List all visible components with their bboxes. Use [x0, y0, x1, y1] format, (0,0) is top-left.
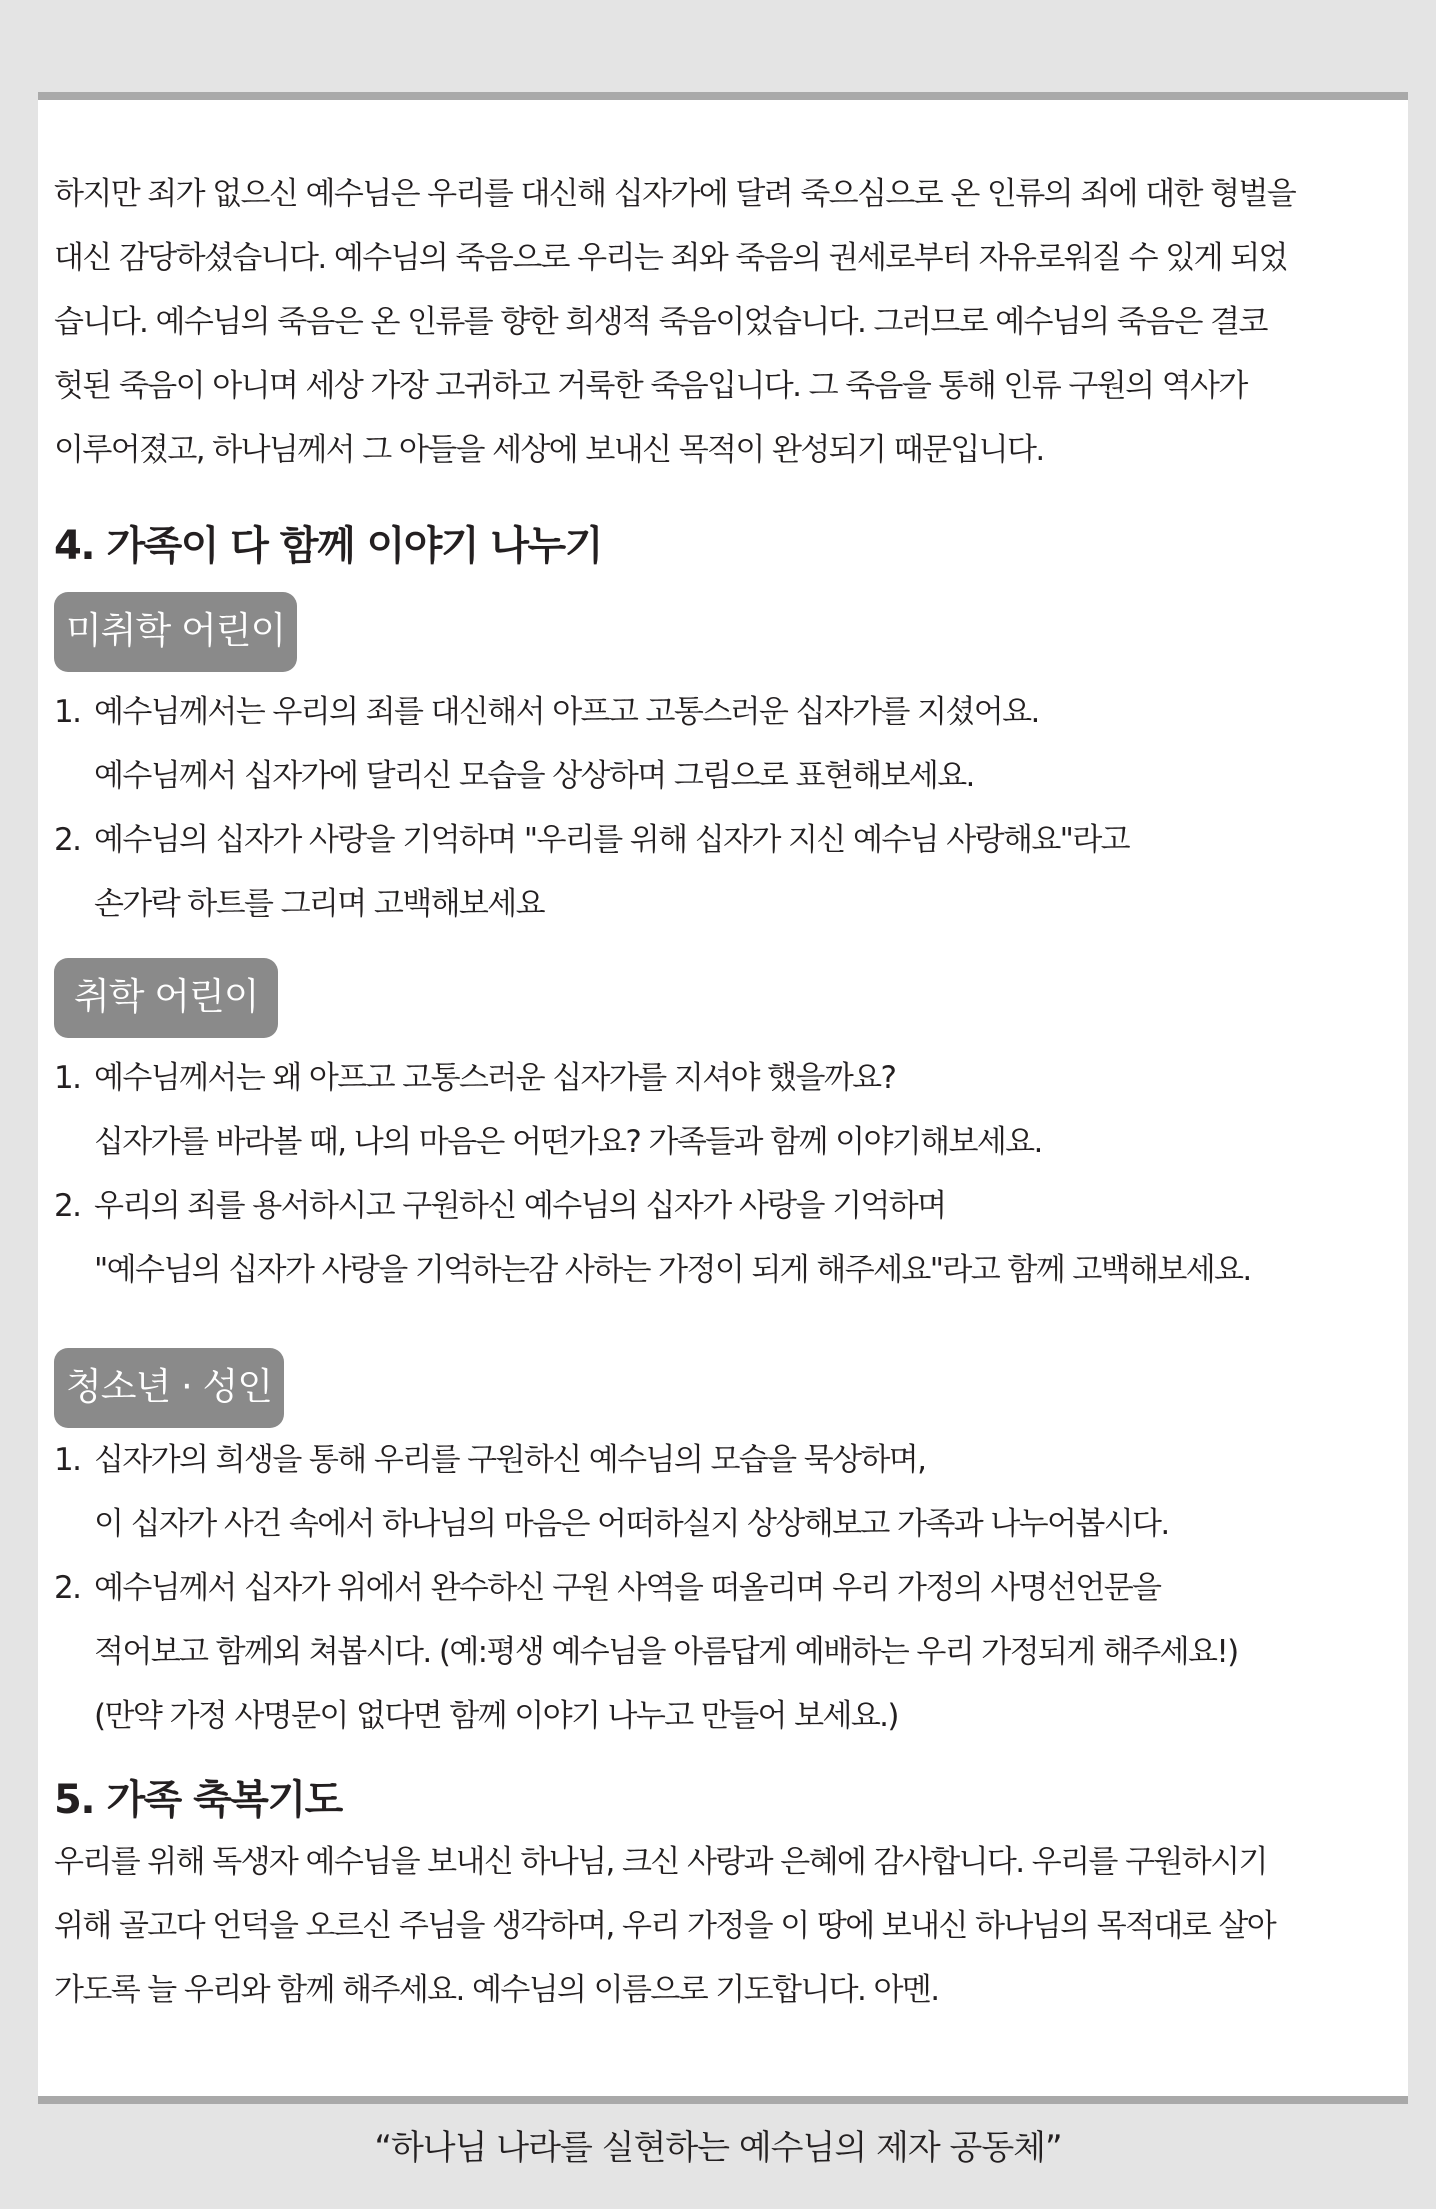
intro-paragraph — [54, 162, 1394, 482]
question-list — [54, 1428, 1394, 1748]
item-number: 1. — [54, 694, 81, 730]
list-item — [54, 1428, 1394, 1492]
item-line: "예수님의 십자가 사랑을 기억하는감 사하는 가정이 되게 해주세요"라고 함께 고백해보세요. — [94, 1252, 1251, 1288]
item-line: 이 십자가 사건 속에서 하나님의 마음은 어떠하실지 상상해보고 가족과 나누어봅시다. — [94, 1506, 1169, 1542]
list-item — [54, 1556, 1394, 1620]
prayer-line: 위해 골고다 언덕을 오르신 주님을 생각하며, 우리 가정을 이 땅에 보내신 하나님의 목적대로 살아 — [54, 1908, 1276, 1944]
list-item — [54, 1174, 1394, 1238]
group-preschool — [54, 592, 1394, 936]
intro-line: 대신 감당하셨습니다. 예수님의 죽음으로 우리는 죄와 죽음의 권세로부터 자유로워질 수 있게 되었 — [54, 240, 1287, 276]
group-school-age — [54, 958, 1394, 1302]
question-list — [54, 1046, 1394, 1302]
list-item-continued — [54, 1684, 1394, 1748]
list-item-continued — [54, 1620, 1394, 1684]
item-line: (만약 가정 사명문이 없다면 함께 이야기 나누고 만들어 보세요.) — [94, 1698, 898, 1734]
item-line: 십자가의 희생을 통해 우리를 구원하신 예수님의 모습을 묵상하며, — [94, 1442, 926, 1478]
item-line: 적어보고 함께외 쳐봅시다. (예:평생 예수님을 아름답게 예배하는 우리 가정되게 해주세요!) — [94, 1634, 1238, 1670]
intro-line: 헛된 죽음이 아니며 세상 가장 고귀하고 거룩한 죽음입니다. 그 죽음을 통해 인류 구원의 역사가 — [54, 368, 1247, 404]
page-content — [54, 162, 1394, 2022]
age-badge-school-age: 취학 어린이 — [54, 958, 278, 1038]
list-item — [54, 808, 1394, 872]
group-youth-adult — [54, 1348, 1394, 1748]
item-number: 2. — [54, 822, 81, 858]
list-item — [54, 680, 1394, 744]
item-line: 예수님께서 십자가에 달리신 모습을 상상하며 그림으로 표현해보세요. — [94, 758, 974, 794]
item-number: 2. — [54, 1188, 81, 1224]
item-number: 2. — [54, 1570, 81, 1606]
item-line: 손가락 하트를 그리며 고백해보세요 — [94, 886, 544, 922]
prayer-paragraph — [54, 1830, 1394, 2022]
list-item-continued — [54, 1238, 1394, 1302]
item-line: 예수님께서는 왜 아프고 고통스러운 십자가를 지셔야 했을까요? — [94, 1060, 896, 1096]
section-title-family-talk: 4. 가족이 다 함께 이야기 나누기 — [54, 523, 602, 569]
item-number: 1. — [54, 1060, 81, 1096]
item-line: 예수님의 십자가 사랑을 기억하며 "우리를 위해 십자가 지신 예수님 사랑해요"라고 — [94, 822, 1130, 858]
page-sheet — [38, 92, 1408, 2104]
item-line: 예수님께서는 우리의 죄를 대신해서 아프고 고통스러운 십자가를 지셨어요. — [94, 694, 1039, 730]
list-item — [54, 1046, 1394, 1110]
list-item-continued — [54, 1110, 1394, 1174]
question-list — [54, 680, 1394, 936]
list-item-continued — [54, 744, 1394, 808]
list-item-continued — [54, 872, 1394, 936]
intro-line: 이루어졌고, 하나님께서 그 아들을 세상에 보내신 목적이 완성되기 때문입니다. — [54, 432, 1044, 468]
age-badge-youth-adult: 청소년 · 성인 — [54, 1348, 284, 1428]
prayer-line: 가도록 늘 우리와 함께 해주세요. 예수님의 이름으로 기도합니다. 아멘. — [54, 1972, 939, 2008]
item-line: 십자가를 바라볼 때, 나의 마음은 어떤가요? 가족들과 함께 이야기해보세요. — [94, 1124, 1042, 1160]
item-line: 우리의 죄를 용서하시고 구원하신 예수님의 십자가 사랑을 기억하며 — [94, 1188, 946, 1224]
item-line: 예수님께서 십자가 위에서 완수하신 구원 사역을 떠올리며 우리 가정의 사명선언문을 — [94, 1570, 1161, 1606]
intro-line: 하지만 죄가 없으신 예수님은 우리를 대신해 십자가에 달려 죽으심으로 온 인류의 죄에 대한 형벌을 — [54, 176, 1296, 212]
age-badge-preschool: 미취학 어린이 — [54, 592, 297, 672]
intro-line: 습니다. 예수님의 죽음은 온 인류를 향한 희생적 죽음이었습니다. 그러므로 예수님의 죽음은 결코 — [54, 304, 1267, 340]
section-title-blessing-prayer: 5. 가족 축복기도 — [54, 1777, 342, 1823]
list-item-continued — [54, 1492, 1394, 1556]
item-number: 1. — [54, 1442, 81, 1478]
footer-motto: “하나님 나라를 실현하는 예수님의 제자 공동체” — [374, 2128, 1062, 2168]
prayer-line: 우리를 위해 독생자 예수님을 보내신 하나님, 크신 사랑과 은혜에 감사합니다. 우리를 구원하시기 — [54, 1844, 1267, 1880]
